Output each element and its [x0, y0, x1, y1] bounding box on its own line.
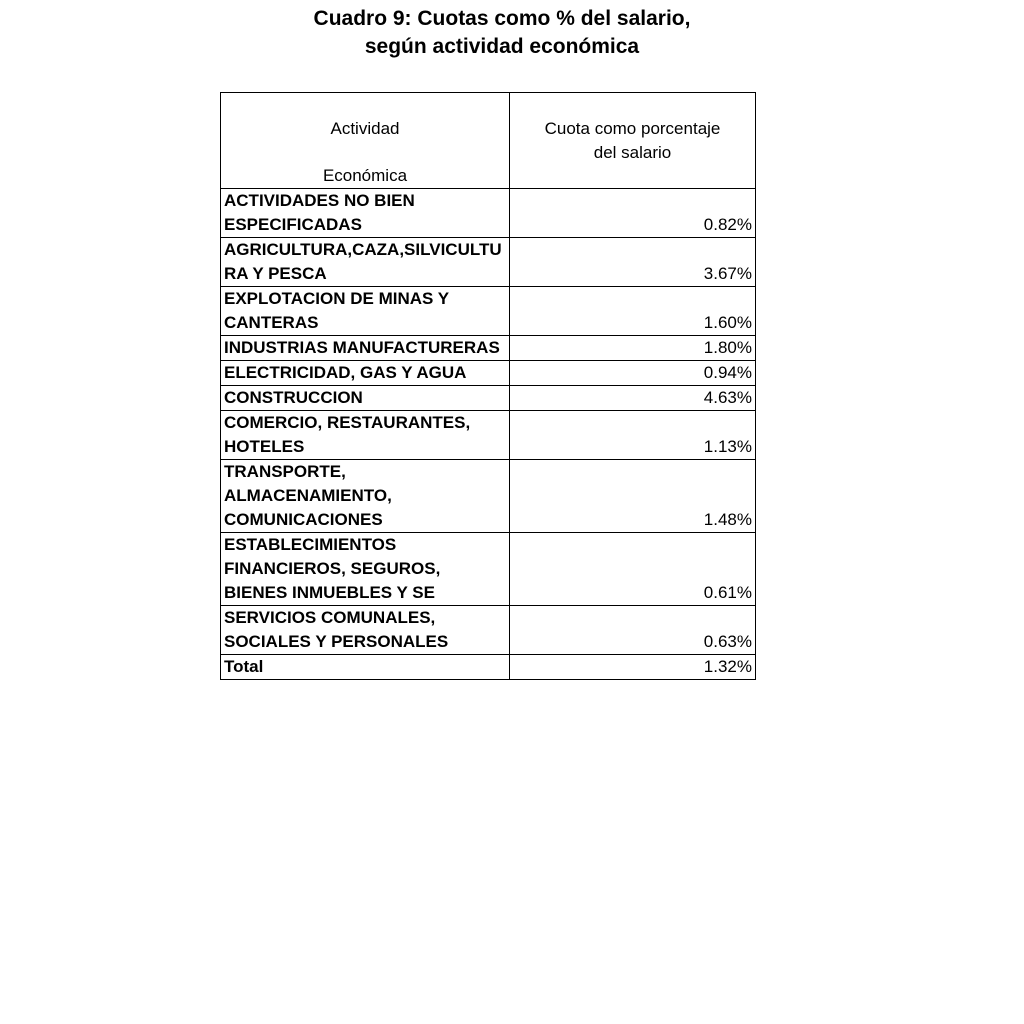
quota-cell: 1.13%	[510, 411, 756, 460]
header-quota-line1: Cuota como porcentaje	[544, 119, 721, 138]
page-title	[0, 5, 1004, 61]
activity-cell: SERVICIOS COMUNALES, SOCIALES Y PERSONALES	[221, 606, 510, 655]
quota-cell: 1.48%	[510, 460, 756, 533]
table-row	[221, 336, 756, 361]
table-row-total	[221, 655, 756, 680]
total-value-cell: 1.32%	[510, 655, 756, 680]
activity-cell: COMERCIO, RESTAURANTES, HOTELES	[221, 411, 510, 460]
header-activity-line1: Actividad	[330, 119, 400, 138]
total-label-cell: Total	[221, 655, 510, 680]
title-line-2: según actividad económica	[364, 35, 640, 58]
quota-cell: 1.80%	[510, 336, 756, 361]
quota-cell: 4.63%	[510, 386, 756, 411]
quota-cell: 0.82%	[510, 189, 756, 238]
table-row	[221, 386, 756, 411]
table-row	[221, 238, 756, 287]
quota-cell: 0.94%	[510, 361, 756, 386]
activity-cell: AGRICULTURA,CAZA,SILVICULTURA Y PESCA	[221, 238, 510, 287]
table-row	[221, 460, 756, 533]
table-row	[221, 189, 756, 238]
header-activity-line2: Económica	[322, 166, 408, 185]
activity-cell: TRANSPORTE, ALMACENAMIENTO, COMUNICACIONES	[221, 460, 510, 533]
activity-cell: ACTIVIDADES NO BIEN ESPECIFICADAS	[221, 189, 510, 238]
activity-cell: CONSTRUCCION	[221, 386, 510, 411]
table-header-row	[221, 93, 756, 189]
header-quota-line2: del salario	[593, 143, 672, 162]
activity-cell: ELECTRICIDAD, GAS Y AGUA	[221, 361, 510, 386]
table-row	[221, 533, 756, 606]
title-line-1: Cuadro 9: Cuotas como % del salario,	[313, 7, 691, 30]
table-row	[221, 287, 756, 336]
table-row	[221, 361, 756, 386]
quota-table	[220, 92, 756, 680]
activity-cell: ESTABLECIMIENTOS FINANCIEROS, SEGUROS, BIENES INMUEBLES Y SE	[221, 533, 510, 606]
header-activity	[221, 93, 510, 189]
activity-cell: INDUSTRIAS MANUFACTURERAS	[221, 336, 510, 361]
activity-cell: EXPLOTACION DE MINAS Y CANTERAS	[221, 287, 510, 336]
quota-cell: 0.63%	[510, 606, 756, 655]
quota-cell: 3.67%	[510, 238, 756, 287]
quota-cell: 1.60%	[510, 287, 756, 336]
table-row	[221, 411, 756, 460]
quota-cell: 0.61%	[510, 533, 756, 606]
table-row	[221, 606, 756, 655]
header-quota	[510, 93, 756, 189]
